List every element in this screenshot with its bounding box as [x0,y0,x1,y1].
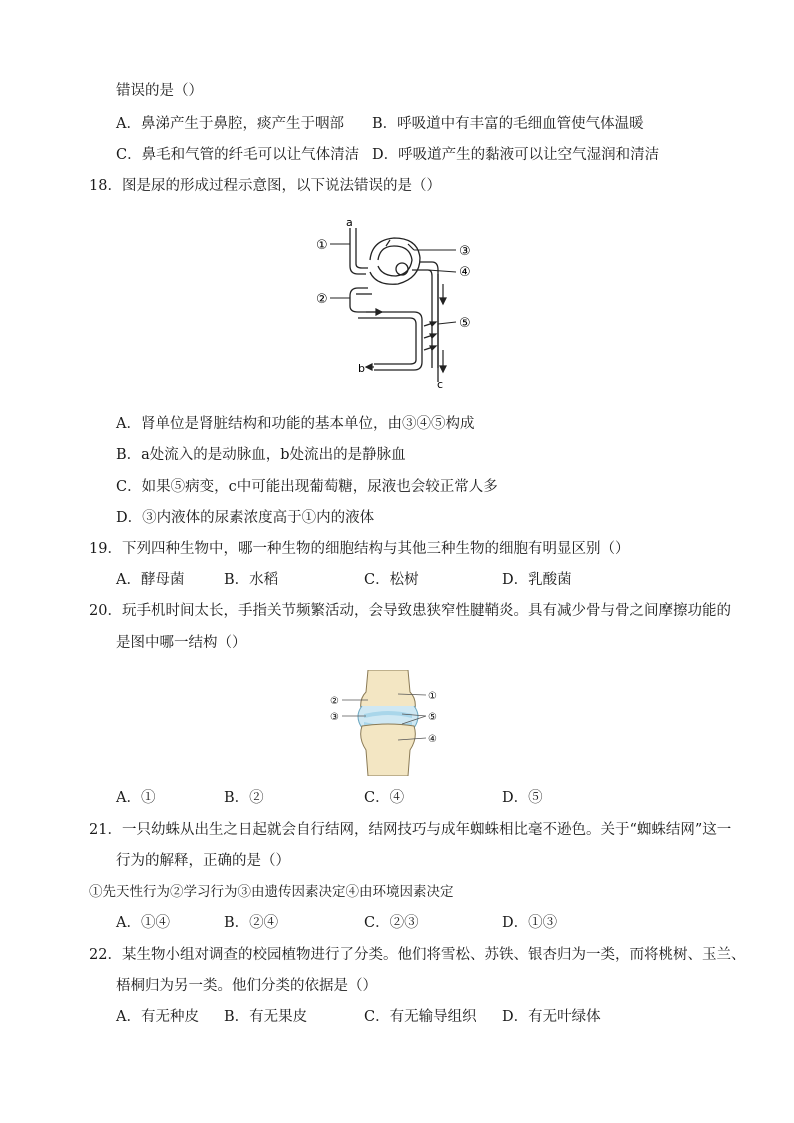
q22-option-d[interactable]: D．有无叶绿体 [502,1009,601,1025]
joint-label-4: ④ [428,734,437,745]
q17-option-c[interactable]: C．鼻毛和气管的纤毛可以让气体清洁 [116,147,360,163]
q17-option-d[interactable]: D．呼吸道产生的黏液可以让空气湿润和清洁 [372,147,660,163]
q20-stem-line2: 是图中哪一结构（） [116,635,247,651]
q21-stem-line2: 行为的解释，正确的是（） [116,853,290,869]
q20-option-b[interactable]: B．② [224,790,264,806]
q22-option-a[interactable]: A．有无种皮 [116,1009,199,1025]
q17-stem-tail: 错误的是（） [116,83,203,99]
joint-label-5: ⑤ [428,712,437,723]
q20-option-a[interactable]: A．① [116,790,156,806]
nephron-diagram [310,214,485,390]
q22-stem-line2: 梧桐归为另一类。他们分类的依据是（） [116,978,377,994]
q19-option-a[interactable]: A．酵母菌 [116,572,185,588]
q21-option-a[interactable]: A．①④ [116,915,170,931]
q21-option-c[interactable]: C．②③ [364,915,419,931]
q20-stem-line1: 20．玩手机时间太长，手指关节频繁活动，会导致患狭窄性腱鞘炎。具有减少骨与骨之间摩擦功能的 [89,603,731,619]
q17-option-b[interactable]: B．呼吸道中有丰富的毛细血管使气体温暖 [372,116,644,132]
q22-stem-line1: 22．某生物小组对调查的校园植物进行了分类。他们将雪松、苏铁、银杏归为一类，而将桃树、玉兰、 [89,947,746,963]
q18-option-c[interactable]: C．如果⑤病变，c中可能出现葡萄糖，尿液也会较正常人多 [116,479,498,495]
q19-stem: 19．下列四种生物中，哪一种生物的细胞结构与其他三种生物的细胞有明显区别（） [89,541,630,557]
q22-option-b[interactable]: B．有无果皮 [224,1009,308,1025]
joint-label-2: ② [330,696,339,707]
q18-option-d[interactable]: D．③内液体的尿素浓度高于①内的液体 [116,510,375,526]
q22-option-c[interactable]: C．有无输导组织 [364,1009,477,1025]
diagram-label-a: a [346,216,353,229]
q21-option-b[interactable]: B．②④ [224,915,279,931]
q20-option-c[interactable]: C．④ [364,790,405,806]
q18-stem: 18．图是尿的形成过程示意图，以下说法错误的是（） [89,178,441,194]
diagram-label-b: b [358,362,365,375]
q19-option-d[interactable]: D．乳酸菌 [502,572,572,588]
q19-option-b[interactable]: B．水稻 [224,572,279,588]
joint-label-1: ① [428,691,437,702]
q17-option-a[interactable]: A．鼻涕产生于鼻腔，痰产生于咽部 [116,116,344,132]
joint-label-3: ③ [330,712,339,723]
diagram-label-1: ① [316,238,328,253]
diagram-label-2: ② [316,292,328,307]
diagram-label-5: ⑤ [459,316,471,331]
diagram-label-c: c [437,378,444,390]
q18-option-a[interactable]: A．肾单位是肾脏结构和功能的基本单位，由③④⑤构成 [116,416,475,432]
q20-option-d[interactable]: D．⑤ [502,790,543,806]
q19-option-c[interactable]: C．松树 [364,572,419,588]
q21-statements: ①先天性行为②学习行为③由遗传因素决定④由环境因素决定 [89,884,454,900]
joint-diagram [328,670,448,776]
diagram-label-3: ③ [459,244,471,259]
q21-stem-line1: 21．一只幼蛛从出生之日起就会自行结网，结网技巧与成年蜘蛛相比毫不逊色。关于“蜘蛛结网”这一 [89,822,732,838]
q18-option-b[interactable]: B．a处流入的是动脉血，b处流出的是静脉血 [116,447,406,463]
q21-option-d[interactable]: D．①③ [502,915,558,931]
diagram-label-4: ④ [459,265,471,280]
